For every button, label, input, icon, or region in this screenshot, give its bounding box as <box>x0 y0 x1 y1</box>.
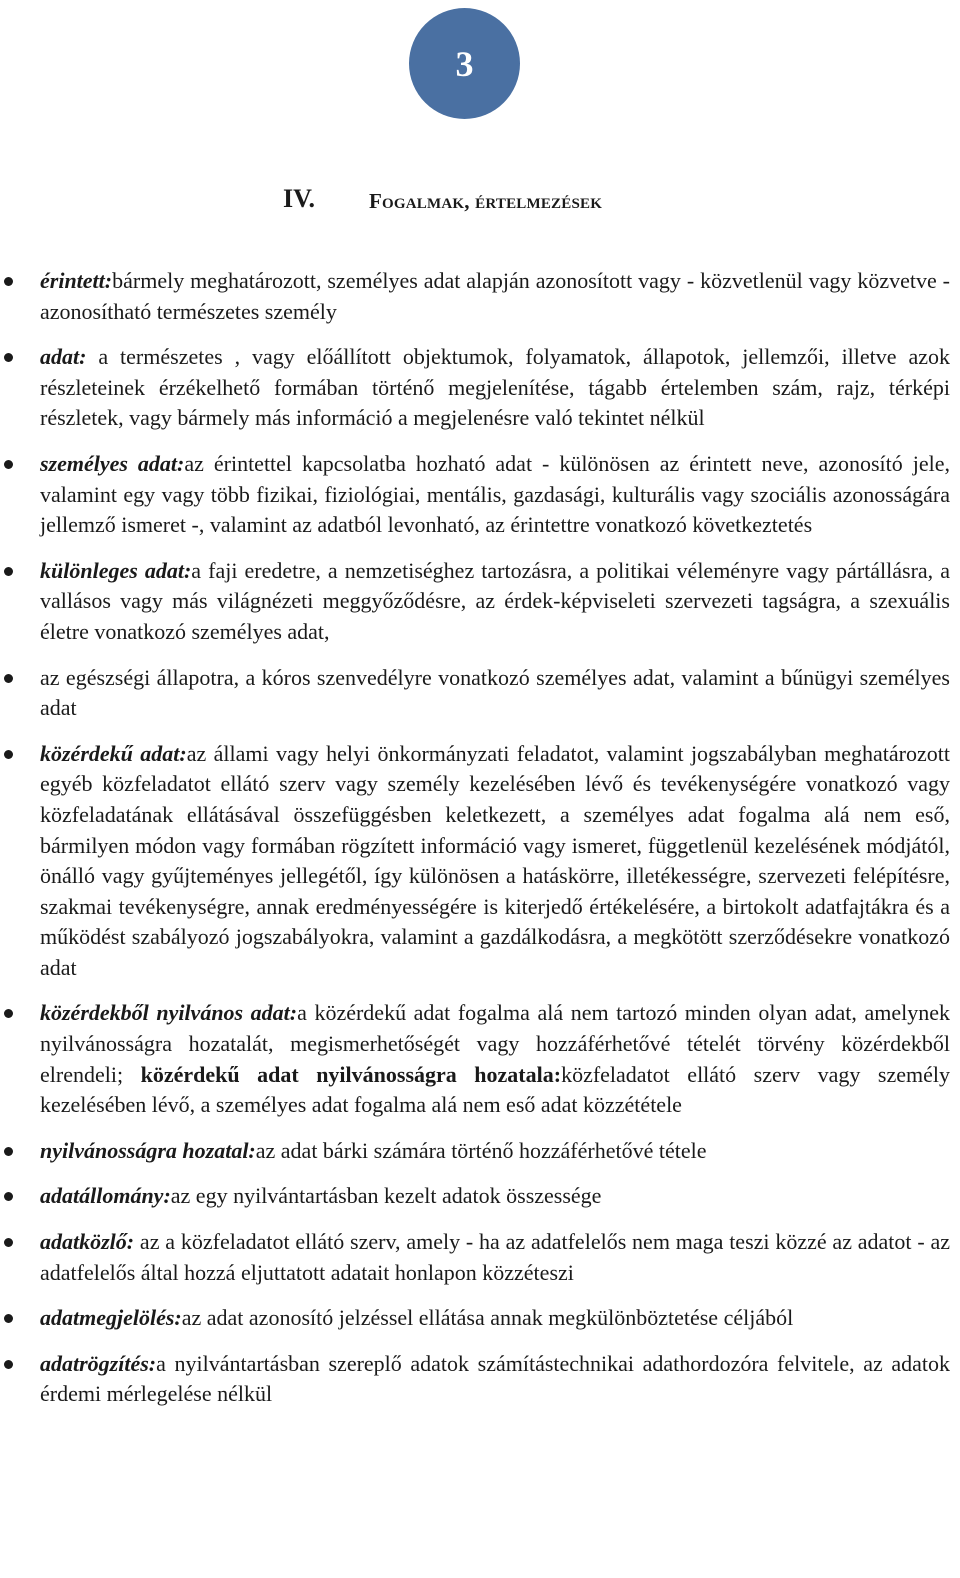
definition-text: a természetes , vagy előállított objektumok, folyamatok, állapotok, jellemzői, illetve azok részleteinek érzékelhető formában történő megjelenítése, tágabb értelemben szám, rajz, térképi részletek, vagy bármely más információ a megjelenésre való tekintet nélkül <box>40 344 950 431</box>
definition-text: az adat azonosító jelzéssel ellátása annak megkülönböztetése céljából <box>181 1305 794 1331</box>
bullet-icon <box>4 1360 13 1369</box>
definition-item-nyilvanossagra-hozatal <box>0 1136 960 1167</box>
definition-item-kulonleges-adat <box>0 556 960 648</box>
bullet-icon <box>4 674 13 683</box>
definition-item-egeszsegi-adat <box>0 663 960 724</box>
definition-item-kozerdekbol-nyilvanos-adat <box>0 998 960 1120</box>
bullet-icon <box>4 277 13 286</box>
definition-term: közérdekből nyilvános adat: <box>40 1000 298 1026</box>
definition-term: személyes adat: <box>40 450 185 476</box>
bullet-icon <box>4 353 13 362</box>
bullet-icon <box>4 1009 13 1018</box>
bullet-icon <box>4 1238 13 1247</box>
definition-text: a faji eredetre, a nemzetiséghez tartozásra, a politikai véleményre vagy pártállásra, a vallásos vagy más világnézeti meggyőződésre, az érdek-képviseleti szervezeti tagságra, a szexuális életre vonatkozó személyes adat, <box>40 557 950 644</box>
section-title: Fogalmak, értelmezések <box>369 189 603 213</box>
definition-item-kozerdeku-adat <box>0 739 960 984</box>
definition-text: bármely meghatározott, személyes adat alapján azonosított vagy - közvetlenül vagy közvetve - azonosítható természetes személy <box>40 268 950 324</box>
definition-item-adatkozlo <box>0 1227 960 1288</box>
definition-text: a nyilvántartásban szereplő adatok számítástechnikai adathordozóra felvitele, az adatok érdemi mérlegelése nélkül <box>40 1350 950 1407</box>
definition-item-szemelyes-adat <box>0 449 960 541</box>
definition-item-adat <box>0 342 960 434</box>
definition-term: érintett: <box>40 268 113 293</box>
definition-term-secondary: közérdekű adat nyilvánosságra hozatala: <box>140 1061 562 1087</box>
definition-term: adatmegjelölés: <box>40 1305 182 1331</box>
definition-term: adat: <box>40 344 87 370</box>
definition-item-adatrogzites <box>0 1349 960 1410</box>
bullet-icon <box>4 750 13 759</box>
page-number: 3 <box>455 43 474 84</box>
definition-item-adatallomany <box>0 1181 960 1212</box>
definition-item-erintett <box>0 266 960 327</box>
definition-text: az érintettel kapcsolatba hozható adat - különösen az érintett neve, azonosító jele, valamint egy vagy több fizikai, fiziológiai, mentális, gazdasági, kulturális vagy szociális azonosságára jellemző ismeret -, valamint az adatból levonható, az érintettre vonatkozó következtetés <box>40 450 950 538</box>
definition-item-adatmegjeloles <box>0 1303 960 1334</box>
definition-text: az állami vagy helyi önkormányzati feladatot, valamint jogszabályban meghatározott egyéb közfeladatot ellátó szerv vagy személy kezelésében lévő és tevékenységére vonatkozó vagy közfeladatának ellátásával összefüggésben keletkezett, a személyes adat fogalma alá nem eső, bármilyen módon vagy formában rögzített információ vagy ismeret, függetlenül kezelésének módjától, önálló vagy gyűjteményes jellegétől, így különösen a hatáskörre, illetékességre, szervezeti felépítésre, szakmai tevékenységre, annak eredményességére is kiterjedő értékelésére, a birtokolt adatfajtákra és a működést szabályozó jogszabályokra, valamint a gazdálkodásra, a megkötött szerződésekre vonatkozó adat <box>40 740 950 980</box>
definition-list <box>0 266 960 1425</box>
definition-text-secondary: közfeladatot ellátó szerv vagy személy kezelésében lévő, a személyes adat fogalma alá nem eső adat közzététele <box>40 1061 950 1118</box>
bullet-icon <box>4 460 13 469</box>
definition-term: adatállomány: <box>40 1183 171 1209</box>
definition-text: az egészségi állapotra, a kóros szenvedélyre vonatkozó személyes adat, valamint a bűnügyi személyes adat <box>40 664 950 721</box>
definition-text: az egy nyilvántartásban kezelt adatok összessége <box>170 1183 602 1209</box>
bullet-icon <box>4 1192 13 1201</box>
bullet-icon <box>4 1314 13 1323</box>
definition-term: nyilvánosságra hozatal: <box>40 1137 256 1163</box>
definition-text: az a közfeladatot ellátó szerv, amely - ha az adatfelelős nem maga teszi közzé az adatot - az adatfelelős által hozzá eljuttatott adatait honlapon közzéteszi <box>40 1229 950 1285</box>
section-number: IV. <box>283 184 316 213</box>
section-heading <box>0 184 960 218</box>
definition-term: közérdekű adat: <box>40 740 187 766</box>
definition-term: különleges adat: <box>40 557 192 583</box>
bullet-icon <box>4 567 13 576</box>
page-number-badge <box>409 8 520 119</box>
definition-text: a közérdekű adat fogalma alá nem tartozó minden olyan adat, amelynek nyilvánosságra hozatalát, megismerhetőségét vagy hozzáférhetővé tételét törvény közérdekből elrendeli; <box>40 1000 950 1087</box>
definition-term: adatrögzítés: <box>40 1350 157 1376</box>
bullet-icon <box>4 1147 13 1156</box>
definition-text: az adat bárki számára történő hozzáférhetővé tétele <box>255 1137 707 1163</box>
definition-term: adatközlő: <box>40 1229 135 1255</box>
